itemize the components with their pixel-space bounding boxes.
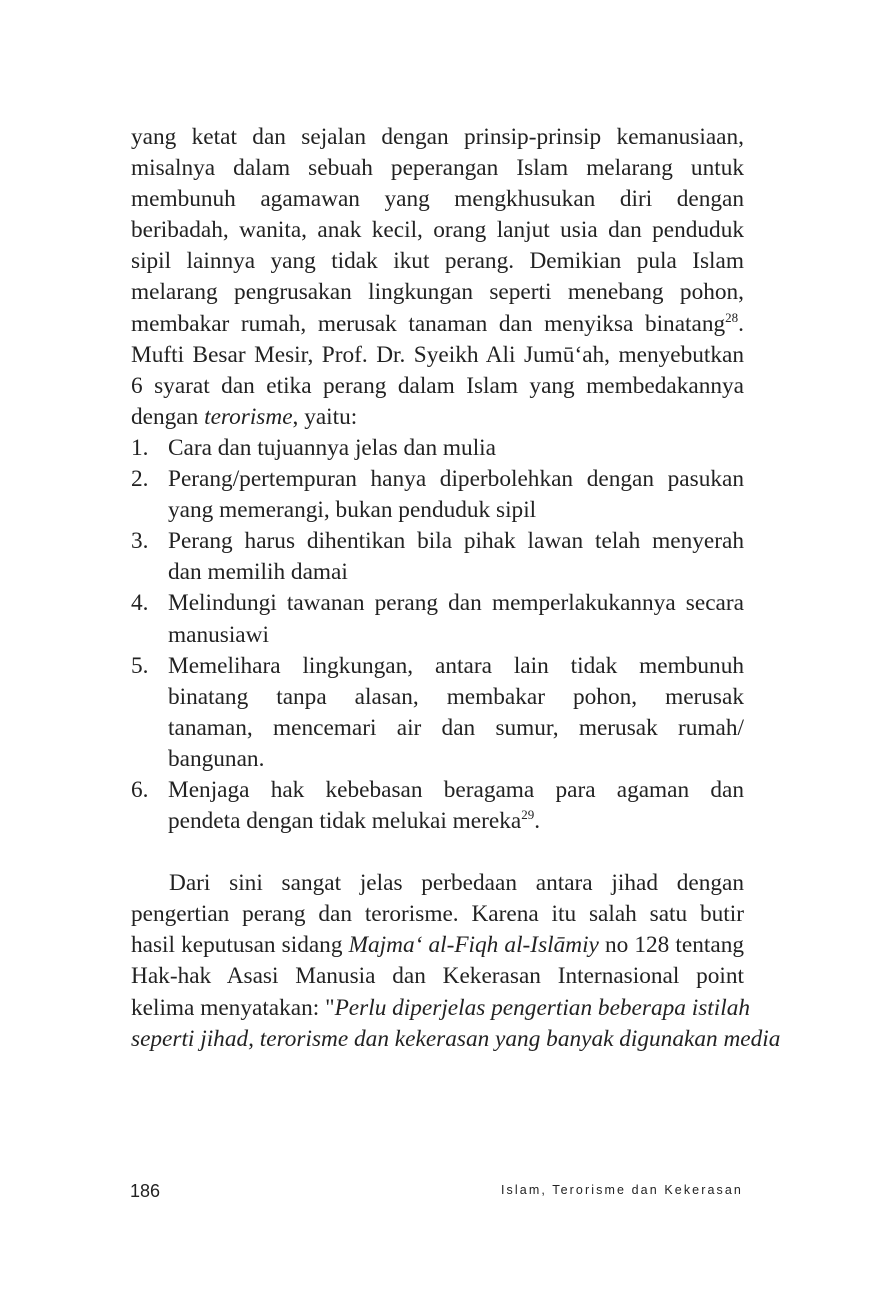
text-segment: hasil keputusan sidang [131, 932, 349, 959]
list-item-text [168, 775, 744, 837]
text-line: dan memilih damai [168, 559, 348, 586]
text-segment: , yaitu: [292, 403, 358, 430]
list-number: 2. [131, 466, 149, 493]
text-line: pengertian perang dan terorisme. Karena itu salah satu butir [131, 901, 744, 928]
page-number: 186 [130, 1181, 161, 1201]
text-segment: kelima menyatakan: " [131, 994, 335, 1021]
text-line: membunuh agamawan yang mengkhusukan diri dengan [131, 186, 744, 213]
text-line [131, 930, 744, 961]
text-line: Menjaga hak kebebasan beragama para agaman dan [168, 776, 744, 803]
list-item [131, 433, 744, 464]
running-footer-title: Islam, Terorisme dan Kekerasan [500, 1183, 743, 1197]
italic-quote: Perlu diperjelas pengertian beberapa istilah [334, 994, 750, 1021]
footnote-ref-28: 28 [725, 309, 739, 325]
text-line: bangunan. [168, 745, 265, 772]
text-line: yang ketat dan sejalan dengan prinsip-prinsip kemanusiaan, [131, 124, 744, 150]
body-text [131, 122, 781, 1055]
text-segment: pendeta dengan tidak melukai mereka [168, 808, 522, 835]
italic-term: terorisme [204, 403, 293, 430]
list-item [131, 526, 744, 588]
list-number: 4. [131, 590, 149, 617]
list-number: 6. [131, 776, 149, 803]
text-line: binatang tanpa alasan, membakar pohon, merusak [168, 683, 744, 710]
list-item-text [168, 526, 744, 588]
footnote-ref-29: 29 [521, 807, 535, 823]
text-line: Perang harus dihentikan bila pihak lawan telah menyerah [168, 528, 744, 555]
list-number: 1. [131, 434, 149, 461]
text-segment: membakar rumah, merusak tanaman dan menyiksa binatang [131, 310, 726, 337]
text-line: Mufti Besar Mesir, Prof. Dr. Syeikh Ali Jumū‘ah, menyebutkan [131, 341, 744, 368]
text-segment: dengan [131, 403, 205, 430]
text-line [168, 806, 744, 837]
text-line: sipil lainnya yang tidak ikut perang. Demikian pula Islam [131, 248, 744, 275]
text-line: seperti jihad, terorisme dan kekerasan yang banyak digunakan media [131, 1025, 781, 1052]
text-line: yang memerangi, bukan penduduk sipil [168, 497, 537, 524]
text-segment: . [534, 808, 541, 835]
text-line [131, 402, 744, 433]
text-line: beribadah, wanita, anak kecil, orang lanjut usia dan penduduk [131, 217, 744, 244]
text-line: Cara dan tujuannya jelas dan mulia [168, 434, 496, 461]
list-item [131, 588, 744, 650]
list-item-text [168, 433, 744, 464]
list-item-text [168, 651, 744, 775]
text-line: Dari sini sangat jelas perbedaan antara jihad dengan [169, 870, 744, 897]
paragraph-spacer [131, 837, 744, 868]
italic-term: Majma‘ al-Fiqh al-Islāmiy [348, 932, 599, 959]
text-segment: . [738, 310, 744, 337]
text-segment: no 128 tentang [598, 932, 744, 959]
list-number: 5. [131, 652, 149, 679]
text-line: misalnya dalam sebuah peperangan Islam melarang untuk [131, 155, 744, 182]
text-line: 6 syarat dan etika perang dalam Islam yang membedakannya [131, 372, 744, 399]
text-line: Perang/pertempuran hanya diperbolehkan dengan pasukan [168, 466, 744, 493]
text-line: manusiawi [168, 621, 269, 648]
text-line: melarang pengrusakan lingkungan seperti menebang pohon, [131, 279, 744, 306]
numbered-list [131, 433, 744, 837]
list-item [131, 775, 744, 837]
text-line: Hak-hak Asasi Manusia dan Kekerasan Internasional point [131, 963, 744, 990]
list-item [131, 464, 744, 526]
list-number: 3. [131, 528, 149, 555]
list-item-text [168, 588, 744, 650]
paragraph-2 [131, 868, 781, 1055]
text-line: tanaman, mencemari air dan sumur, merusak rumah/ [168, 714, 744, 741]
text-line [131, 309, 744, 340]
list-item [131, 651, 744, 775]
text-line: Melindungi tawanan perang dan memperlakukannya secara [168, 590, 744, 617]
text-line [131, 993, 750, 1024]
paragraph-1 [131, 122, 744, 433]
list-item-text [168, 464, 744, 526]
text-line: Memelihara lingkungan, antara lain tidak membunuh [168, 652, 744, 679]
